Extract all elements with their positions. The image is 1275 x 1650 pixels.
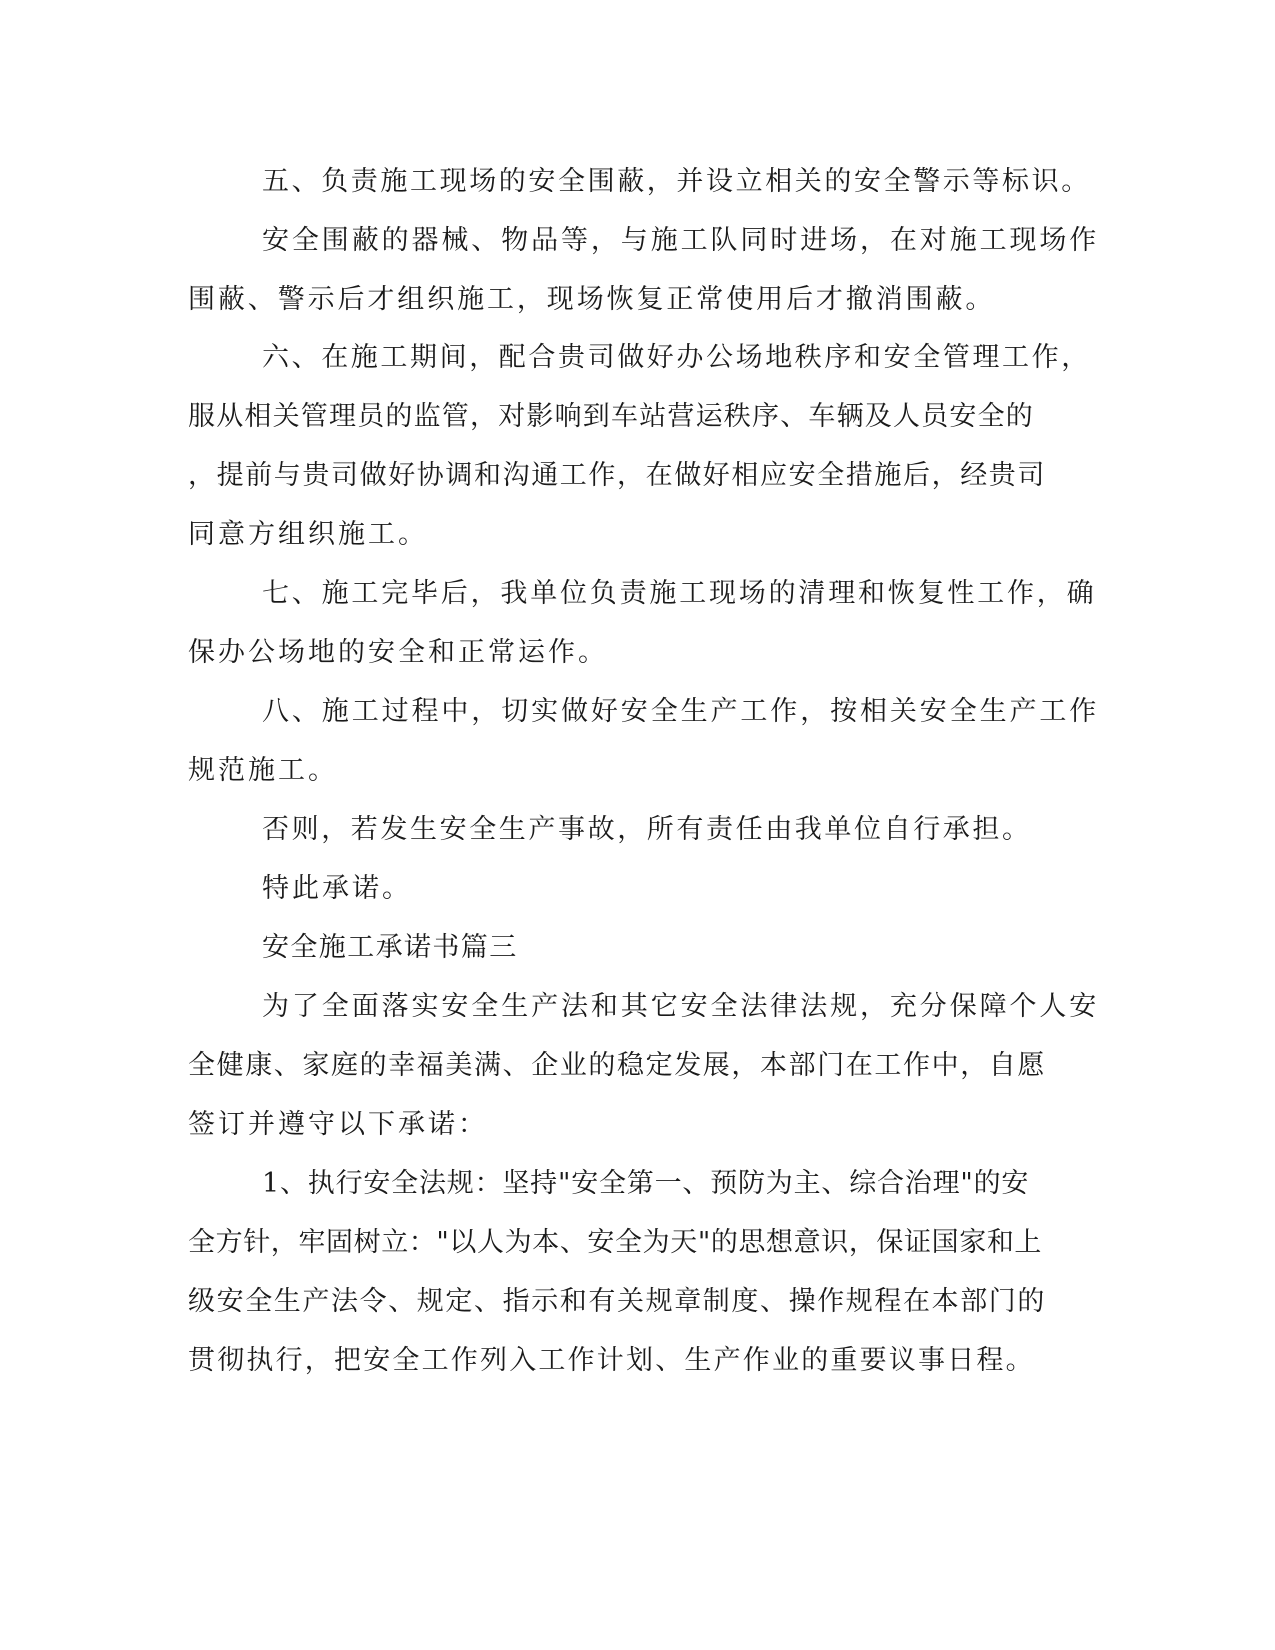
text-line: 1、执行安全法规：坚持"安全第一、预防为主、综合治理"的安 — [262, 1168, 1030, 1199]
text-line: 六、在施工期间，配合贵司做好办公场地秩序和安全管理工作， — [262, 342, 1091, 373]
text-line: 同意方组织施工。 — [188, 519, 428, 550]
text-line: 级安全生产法令、规定、指示和有关规章制度、操作规程在本部门的 — [188, 1286, 1046, 1317]
text-line: 签订并遵守以下承诺： — [188, 1109, 488, 1140]
text-line: 全方针，牢固树立："以人为本、安全为天"的思想意识，保证国家和上 — [188, 1227, 1043, 1258]
text-line: 五、负责施工现场的安全围蔽，并设立相关的安全警示等标识。 — [262, 166, 1091, 197]
text-line: 八、施工过程中，切实做好安全生产工作，按相关安全生产工作 — [262, 696, 1100, 727]
text-line: 七、施工完毕后，我单位负责施工现场的清理和恢复性工作，确 — [262, 578, 1097, 609]
section-heading: 安全施工承诺书篇三 — [262, 932, 518, 963]
text-line: 否则，若发生安全生产事故，所有责任由我单位自行承担。 — [262, 814, 1032, 845]
text-line: 规范施工。 — [188, 755, 338, 786]
text-line: 安全围蔽的器械、物品等，与施工队同时进场，在对施工现场作 — [262, 225, 1100, 256]
text-line: 特此承诺。 — [262, 873, 412, 904]
text-line: 贯彻执行，把安全工作列入工作计划、生产作业的重要议事日程。 — [188, 1345, 1035, 1376]
text-line: 保办公场地的安全和正常运作。 — [188, 637, 608, 668]
text-line: ，提前与贵司做好协调和沟通工作，在做好相应安全措施后，经贵司 — [188, 460, 1046, 491]
text-line: 为了全面落实安全生产法和其它安全法律法规，充分保障个人安 — [262, 991, 1100, 1022]
text-line: 围蔽、警示后才组织施工，现场恢复正常使用后才撤消围蔽。 — [188, 284, 996, 315]
text-line: 服从相关管理员的监管，对影响到车站营运秩序、车辆及人员安全的 — [188, 401, 1034, 432]
text-line: 全健康、家庭的幸福美满、企业的稳定发展，本部门在工作中，自愿 — [188, 1050, 1046, 1081]
